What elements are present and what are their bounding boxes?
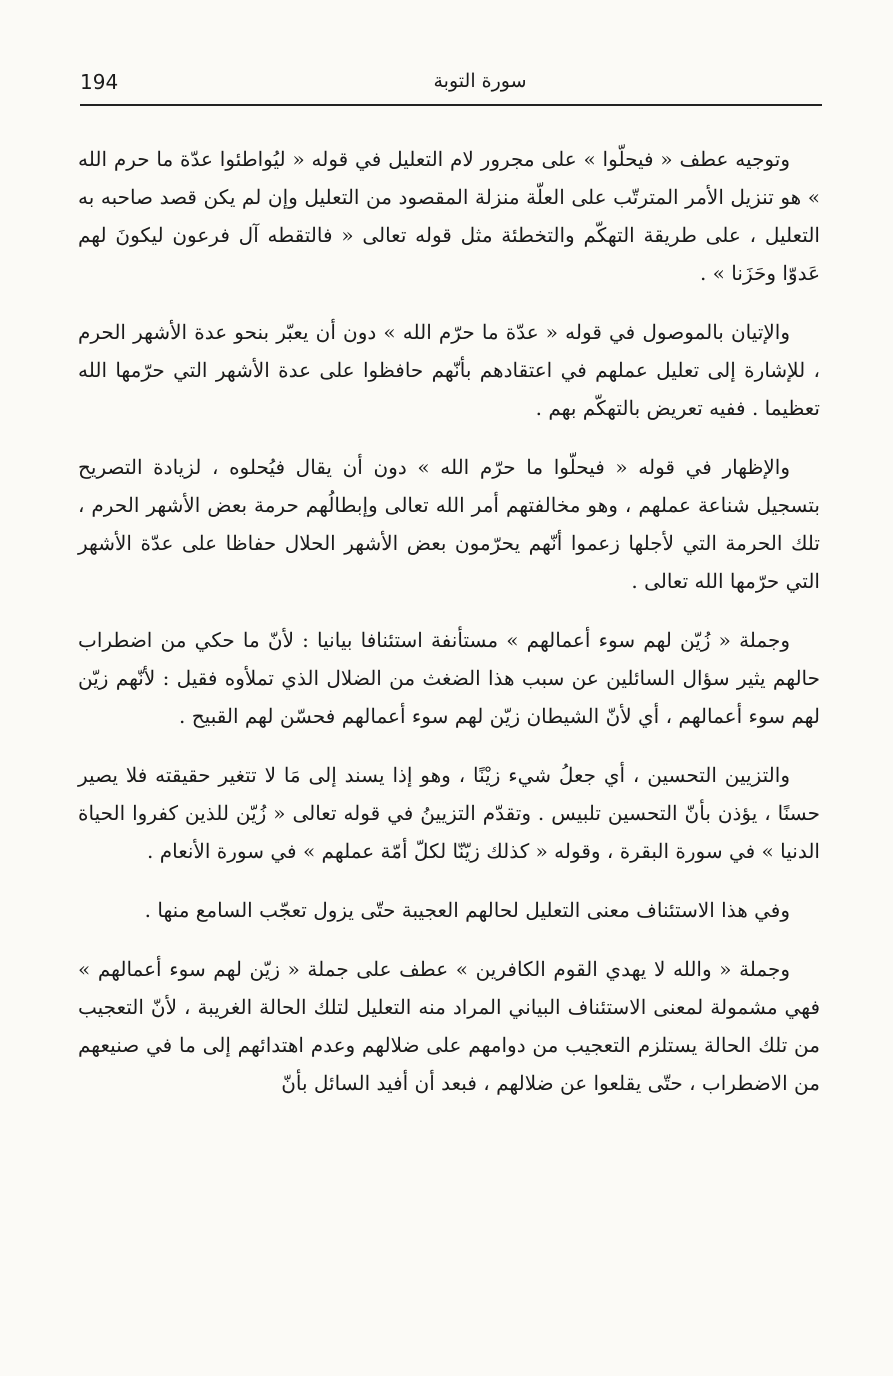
paragraph-3: والإظهار في قوله « فيحلّوا ما حرّم الله » دون أن يقال فيُحلوه ، لزيادة التصريح بتسجيل شناعة عملهم ، وهو مخالفتهم أمر الله تعالى وإبطالُهم حرمة بعض الأشهر الحرم ، تلك الحرمة التي لأجلها زعموا أنّهم يحرّمون بعض الأشهر الحلال حفاظا على عدّة الأشهر التي حرّمها الله تعالى . <box>78 455 820 593</box>
paragraph-2: والإتيان بالموصول في قوله « عدّة ما حرّم الله » دون أن يعبّر بنحو عدة الأشهر الحرم ، للإشارة إلى تعليل عملهم في اعتقادهم بأنّهم حافظوا على عدة الأشهر التي حرّمها الله تعظيما . ففيه تعريض بالتهكّم بهم . <box>78 320 820 420</box>
paragraph-4: وجملة « زُيّن لهم سوء أعمالهم » مستأنفة استئنافا بيانيا : لأنّ ما حكي من اضطراب حالهم يثير سؤال السائلين عن سبب هذا الضغث من الضلال الذي تملأوه فقيل : لأنّهم زيّن لهم سوء أعمالهم ، أي لأنّ الشيطان زيّن لهم سوء أعمالهم فحسّن لهم القبيح . <box>78 628 820 728</box>
page-body <box>78 140 820 1123</box>
running-title: سورة التوبة <box>433 70 527 92</box>
paragraph-6: وفي هذا الاستئناف معنى التعليل لحالهم العجيبة حتّى يزول تعجّب السامع منها . <box>144 898 790 922</box>
paragraph-7: وجملة « والله لا يهدي القوم الكافرين » عطف على جملة « زيّن لهم سوء أعمالهم » فهي مشمولة لمعنى الاستئناف البياني المراد منه التعليل لتلك الحالة الغريبة ، لأنّ التعجيب من تلك الحالة يستلزم التعجيب من دوامهم على ضلالهم وعدم اهتدائهم إلى ما في صنيعهم من الاضطراب ، حتّى يقلعوا عن ضلالهم ، فبعد أن أفيد السائل بأنّ <box>78 957 820 1095</box>
header-rule <box>80 104 822 106</box>
paragraph-1: وتوجيه عطف « فيحلّوا » على مجرور لام التعليل في قوله « ليُواطئوا عدّة ما حرم الله » هو تنزيل الأمر المترتّب على العلّة منزلة المقصود من التعليل وإن لم يكن قصد صاحبه به التعليل ، على طريقة التهكّم والتخطئة مثل قوله تعالى « فالتقطه آل فرعون ليكونَ لهم عَدوّا وحَزَنا » . <box>78 147 820 285</box>
paragraph-5: والتزيين التحسين ، أي جعلُ شيء زيْنًا ، وهو إذا يسند إلى مَا لا تتغير حقيقته فلا يصير حسنًا ، يؤذن بأنّ التحسين تلبيس . وتقدّم التزيينُ في قوله تعالى « زُيّن للذين كفروا الحياة الدنيا » في سورة البقرة ، وقوله « كذلك زيّنّا لكلّ أمّة عملهم » في سورة الأنعام . <box>78 763 820 863</box>
page-header <box>80 70 822 100</box>
page-number: 194 <box>80 70 119 94</box>
